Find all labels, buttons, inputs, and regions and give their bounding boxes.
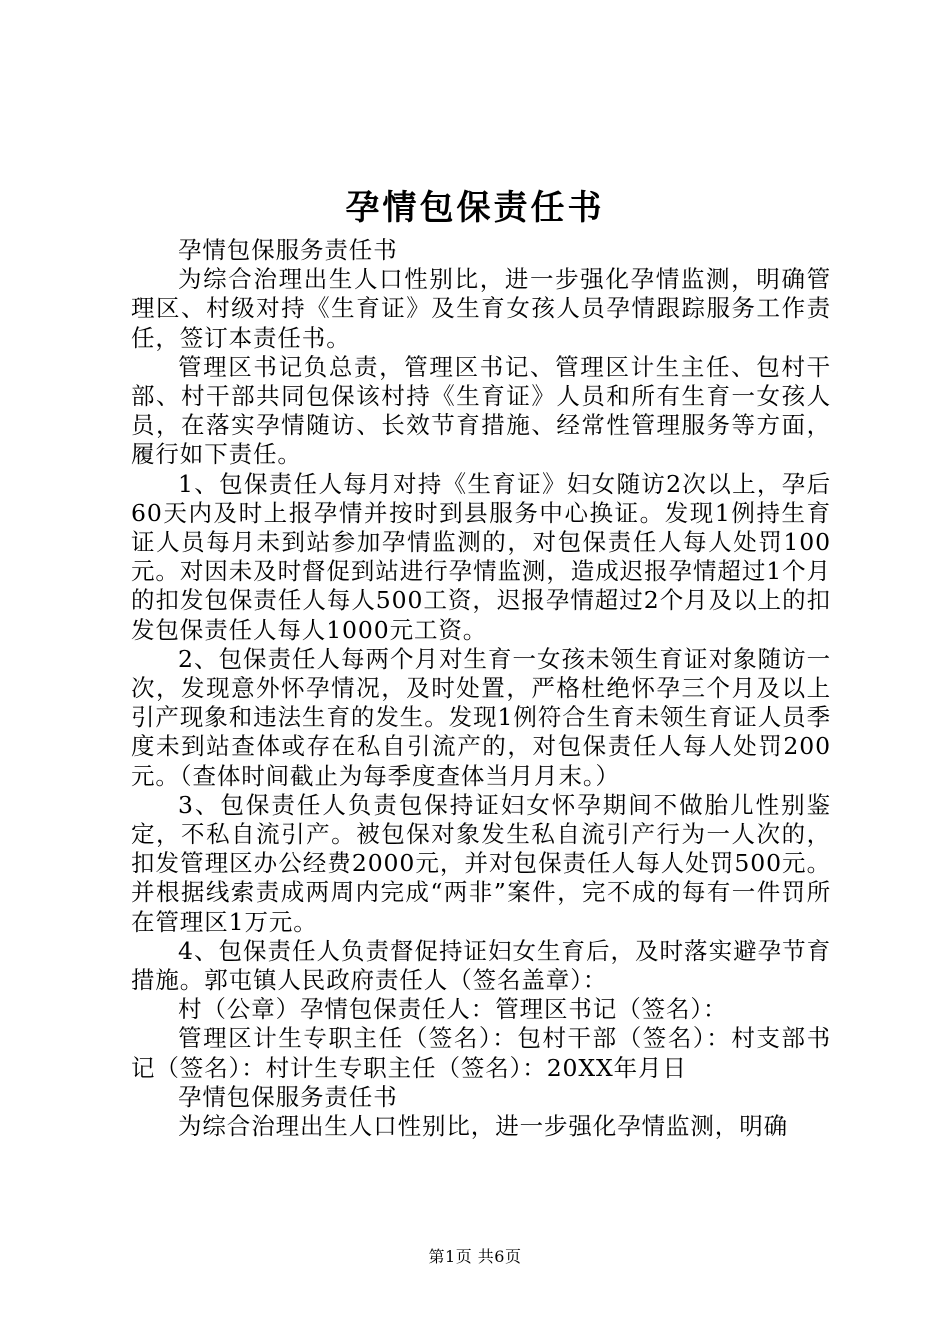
- page-footer: 第1页 共6页: [428, 1247, 522, 1266]
- paragraph-item-3: 3、包保责任人负责包保持证妇女怀孕期间不做胎儿性别鉴定，不私自流引产。被包保对象发生私自流引产行为一人次的，扣发管理区办公经费2000元，并对包保责任人每人处罚500元。并根据线索责成两周内完成“两非”案件，完不成的每有一件罚所在管理区1万元。: [131, 790, 831, 936]
- paragraph-subtitle: 孕情包保服务责任书: [178, 236, 398, 264]
- paragraph-intro: 为综合治理出生人口性别比，进一步强化孕情监测，明确管理区、村级对持《生育证》及生育女孩人员孕情跟踪服务工作责任，签订本责任书。: [131, 265, 831, 352]
- paragraph-intro-repeat: 为综合治理出生人口性别比，进一步强化孕情监测，明确: [178, 1112, 788, 1141]
- paragraph-subtitle-repeat: 孕情包保服务责任书: [178, 1082, 398, 1111]
- paragraph-item-1: 1、包保责任人每月对持《生育证》妇女随访2次以上，孕后60天内及时上报孕情并按时到县服务中心换证。发现1例持生育证人员每月未到站参加孕情监测的，对包保责任人每人处罚100元。对因未及时督促到站进行孕情监测，造成迟报孕情超过1个月的扣发包保责任人每人500工资，迟报孕情超过2个月及以上的扣发包保责任人每人1000元工资。: [131, 469, 831, 644]
- paragraph-signature-1: 村（公章）孕情包保责任人：管理区书记（签名）：: [178, 995, 728, 1024]
- paragraph-item-2: 2、包保责任人每两个月对生育一女孩未领生育证对象随访一次，发现意外怀孕情况，及时处置，严格杜绝怀孕三个月及以上引产现象和违法生育的发生。发现1例符合生育未领生育证人员季度未到站查体或存在私自引流产的，对包保责任人每人处罚200元。（查体时间截止为每季度查体当月月末。）: [131, 644, 831, 790]
- paragraph-responsibility: 管理区书记负总责，管理区书记、管理区计生主任、包村干部、村干部共同包保该村持《生育证》人员和所有生育一女孩人员，在落实孕情随访、长效节育措施、经常性管理服务等方面，履行如下责任。: [131, 352, 831, 469]
- paragraph-signature-2: 管理区计生专职主任（签名）：包村干部（签名）：村支部书记（签名）：村计生专职主任（签名）：20XX年月日: [131, 1024, 831, 1082]
- document-title: 孕情包保责任书: [345, 188, 605, 228]
- document-body: [131, 236, 831, 1141]
- paragraph-item-4: 4、包保责任人负责督促持证妇女生育后，及时落实避孕节育措施。郭屯镇人民政府责任人（签名盖章）：: [131, 936, 831, 995]
